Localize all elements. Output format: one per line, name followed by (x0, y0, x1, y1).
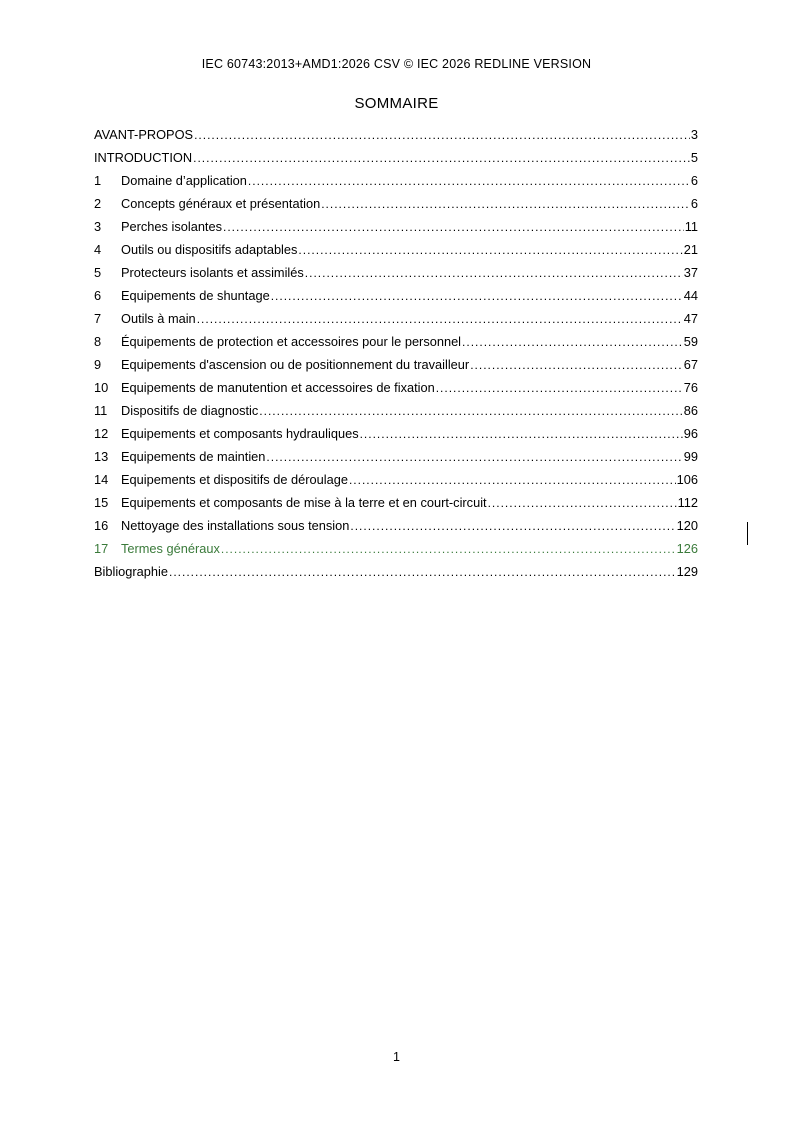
toc-dot-leader (194, 126, 690, 144)
toc-entry[interactable] (94, 355, 698, 378)
toc-entry-label: Concepts généraux et présentation (121, 196, 321, 211)
toc-entry-label: Equipements et dispositifs de déroulage (121, 472, 348, 487)
toc-entry-number: 3 (94, 219, 102, 234)
toc-entry-label: Equipements d'ascension ou de positionnement du travailleur (121, 357, 470, 372)
toc-entry-number: 14 (94, 472, 109, 487)
toc-dot-leader (197, 310, 683, 328)
toc-entry[interactable] (94, 516, 698, 539)
toc-entry-number: 17 (94, 541, 109, 556)
toc-dot-leader (470, 356, 683, 374)
toc-dot-leader (271, 287, 683, 305)
toc-entry-label: Équipements de protection et accessoires pour le personnel (121, 334, 462, 349)
toc-dot-leader (169, 563, 676, 581)
toc-entry-label: Bibliographie (94, 564, 168, 579)
toc-title: SOMMAIRE (354, 95, 439, 112)
toc-entry-number: 7 (94, 311, 102, 326)
toc-entry-label: Perches isolantes (121, 219, 223, 234)
toc-entry-label: Domaine d’application (121, 173, 247, 188)
toc-entry-label: Outils ou dispositifs adaptables (121, 242, 298, 257)
toc-entry-number: 11 (94, 403, 108, 418)
toc-entry[interactable] (94, 263, 698, 286)
toc-entry-page: 120 (676, 518, 698, 533)
toc-entry-page: 59 (683, 334, 698, 349)
toc-entry-page: 106 (676, 472, 698, 487)
toc-entry-label: Equipements et composants de mise à la terre et en court-circuit (121, 495, 487, 510)
toc-entry-page: 112 (677, 495, 698, 510)
toc-entry-page: 44 (683, 288, 698, 303)
toc-entry-page: 86 (683, 403, 698, 418)
toc-dot-leader (462, 333, 683, 351)
toc-dot-leader (321, 195, 690, 213)
toc-dot-leader (488, 494, 677, 512)
toc-entry-page: 126 (676, 541, 698, 556)
toc-entry-label: INTRODUCTION (94, 150, 193, 165)
toc-entry-number: 9 (94, 357, 102, 372)
toc-entry-page: 6 (690, 173, 698, 188)
toc-entry[interactable] (94, 378, 698, 401)
toc-entry[interactable] (94, 493, 698, 516)
toc-entry-label: Equipements de maintien (121, 449, 266, 464)
toc-entry-page: 129 (676, 564, 698, 579)
toc-entry-page: 37 (683, 265, 698, 280)
toc-dot-leader (223, 218, 684, 236)
toc-entry-number: 15 (94, 495, 109, 510)
toc-entry-label: AVANT-PROPOS (94, 127, 194, 142)
toc-entry[interactable] (94, 447, 698, 470)
toc-dot-leader (266, 448, 682, 466)
toc-entry[interactable] (94, 332, 698, 355)
toc-dot-leader (360, 425, 683, 443)
document-header: IEC 60743:2013+AMD1:2026 CSV © IEC 2026 REDLINE VERSION (201, 57, 592, 71)
toc-entry-label: Dispositifs de diagnostic (121, 403, 259, 418)
toc-entry-label: Termes généraux (121, 541, 220, 556)
toc-entry-number: 10 (94, 380, 109, 395)
toc-entry[interactable] (94, 470, 698, 493)
toc-entry-label: Nettoyage des installations sous tension (121, 518, 350, 533)
toc-entry[interactable] (94, 148, 698, 171)
toc-dot-leader (298, 241, 682, 259)
toc-dot-leader (248, 172, 690, 190)
page-number: 1 (393, 1050, 400, 1064)
toc-entry-label: Protecteurs isolants et assimilés (121, 265, 304, 280)
toc-dot-leader (349, 471, 676, 489)
toc-entry[interactable] (94, 424, 698, 447)
toc-entry-label: Outils à main (121, 311, 196, 326)
toc-dot-leader (221, 540, 676, 558)
toc-dot-leader (259, 402, 682, 420)
toc-entry[interactable] (94, 171, 698, 194)
toc-entry[interactable] (94, 240, 698, 263)
toc-entry-page: 67 (683, 357, 698, 372)
toc-entry-number: 6 (94, 288, 102, 303)
toc-dot-leader (193, 149, 690, 167)
toc-entry-page: 96 (683, 426, 698, 441)
toc-entry-label: Equipements de manutention et accessoires de fixation (121, 380, 435, 395)
toc-entry-page: 76 (683, 380, 698, 395)
toc-entry[interactable] (94, 309, 698, 332)
revision-change-bar (747, 522, 748, 545)
toc-entry-number: 2 (94, 196, 102, 211)
toc-entry-label: Equipements et composants hydrauliques (121, 426, 359, 441)
toc-entry-number: 13 (94, 449, 109, 464)
toc-entry-number: 16 (94, 518, 109, 533)
toc-entry-number: 1 (94, 173, 102, 188)
toc-entry[interactable] (94, 539, 698, 562)
table-of-contents (94, 125, 698, 585)
toc-entry[interactable] (94, 194, 698, 217)
toc-dot-leader (350, 517, 675, 535)
toc-entry-page: 47 (683, 311, 698, 326)
toc-entry-label: Equipements de shuntage (121, 288, 270, 303)
toc-dot-leader (305, 264, 683, 282)
toc-dot-leader (436, 379, 683, 397)
toc-entry-number: 4 (94, 242, 102, 257)
toc-entry-number: 5 (94, 265, 102, 280)
toc-entry[interactable] (94, 125, 698, 148)
toc-entry-page: 3 (690, 127, 698, 142)
toc-entry-page: 6 (690, 196, 698, 211)
toc-entry-number: 8 (94, 334, 102, 349)
toc-entry-page: 11 (684, 219, 698, 234)
toc-entry-number: 12 (94, 426, 109, 441)
toc-entry[interactable] (94, 401, 698, 424)
toc-entry[interactable] (94, 562, 698, 585)
toc-entry-page: 21 (683, 242, 698, 257)
toc-entry-page: 99 (683, 449, 698, 464)
toc-entry-page: 5 (690, 150, 698, 165)
toc-entry[interactable] (94, 217, 698, 240)
toc-entry[interactable] (94, 286, 698, 309)
